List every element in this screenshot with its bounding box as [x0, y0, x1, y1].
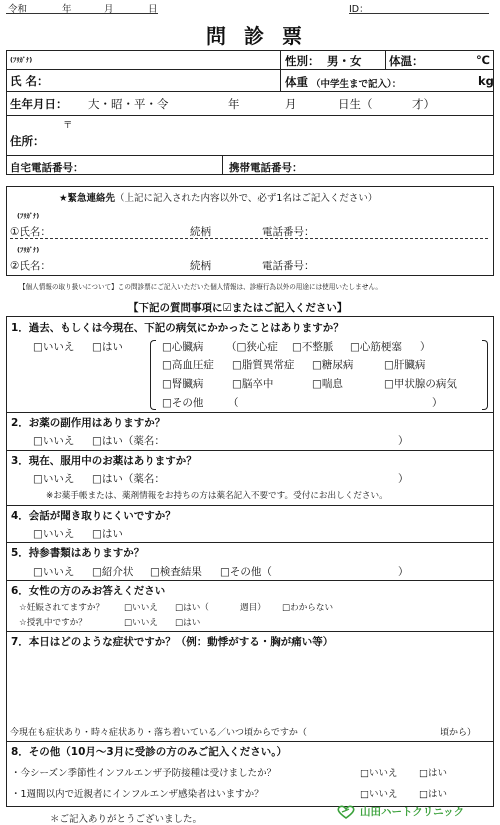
- weight-unit: kg: [478, 74, 494, 88]
- q8-line1-no[interactable]: □いいえ: [360, 768, 398, 779]
- q6-pregnant-label: ☆妊娠されてますか？: [19, 603, 105, 613]
- q5-title: 5．持参書類はありますか？: [11, 547, 145, 559]
- q3-note: ※お薬手帳または、薬剤情報をお持ちの方は薬名記入不要です。受付にお出しください。: [46, 491, 388, 501]
- q1-myocardial-infarction[interactable]: □心筋梗塞: [350, 341, 402, 353]
- q7-symptoms-textarea[interactable]: [10, 652, 490, 720]
- name-input[interactable]: [60, 71, 275, 89]
- weight-label: 体重: [285, 75, 308, 89]
- q6-nursing-no[interactable]: □いいえ: [124, 618, 158, 628]
- birth-day-label: 日生（: [338, 97, 373, 111]
- postal-mark: 〒: [63, 120, 73, 131]
- patient-furigana-label: (ﾌﾘｶﾞﾅ): [10, 56, 33, 64]
- q7-title: 7．本日はどのような症状ですか？（例：動悸がする・胸が痛い等）: [11, 636, 334, 648]
- q8-line1-yes[interactable]: □はい: [419, 768, 447, 779]
- emergency-furigana-1: (ﾌﾘｶﾞﾅ): [17, 212, 40, 220]
- q8-line2-no[interactable]: □いいえ: [360, 789, 398, 800]
- temperature-label: 体温：: [389, 54, 424, 68]
- q1-arrhythmia[interactable]: □不整脈: [292, 341, 334, 353]
- thanks-note: ＊ご記入ありがとうございました。: [50, 814, 203, 825]
- q6-unknown[interactable]: □わからない: [282, 603, 334, 613]
- heart-leaf-icon: [336, 805, 356, 819]
- q1-heart-disease[interactable]: □心臓病: [162, 341, 204, 353]
- q1-angina[interactable]: （□狭心症: [226, 341, 278, 353]
- sex-options[interactable]: 男・女: [327, 54, 362, 68]
- q3-yes-checkbox[interactable]: □はい（薬名：: [92, 473, 165, 485]
- q1-title: 1．過去、もしくは今現在、下記の病気にかかったことはありますか？: [11, 322, 344, 334]
- age-label: 才）: [412, 97, 435, 111]
- q4-no-checkbox[interactable]: □いいえ: [33, 528, 75, 540]
- q1-asthma[interactable]: □喘息: [312, 378, 343, 390]
- emergency-phone-2: 電話番号：: [262, 260, 315, 272]
- emergency-name-2: ②氏名：: [10, 260, 51, 272]
- q5-none-checkbox[interactable]: □いいえ: [33, 566, 75, 578]
- birth-month-label: 月: [285, 97, 297, 111]
- emergency-heading: ★緊急連絡先（上記に記入された内容以外で、必ず1名はご記入ください）: [59, 193, 378, 204]
- q5-test-results-checkbox[interactable]: □検査結果: [150, 566, 202, 578]
- q1-other-open: （: [228, 397, 239, 409]
- q6-title: 6．女性の方のみお答えください: [11, 585, 166, 597]
- weight-note: （中学生まで記入）：: [311, 79, 402, 90]
- emergency-relation-2: 続柄: [190, 260, 211, 272]
- home-phone-label: 自宅電話番号：: [10, 162, 84, 174]
- mobile-phone-label: 携帯電話番号：: [229, 162, 303, 174]
- q3-no-checkbox[interactable]: □いいえ: [33, 473, 75, 485]
- q2-close: ）: [398, 435, 409, 447]
- q3-close: ）: [398, 473, 409, 485]
- q7-footer-end: 頃から）: [440, 728, 477, 738]
- date-era: 令和: [8, 4, 28, 15]
- emergency-relation-1: 続柄: [190, 226, 211, 238]
- sex-label: 性別：: [285, 54, 320, 68]
- q3-title: 3．現在、服用中のお薬はありますか？: [11, 455, 197, 467]
- q4-yes-checkbox[interactable]: □はい: [92, 528, 123, 540]
- q6-weeks: 週目）: [240, 603, 266, 613]
- date-day: 日: [148, 4, 158, 15]
- patient-name-label: 氏 名：: [10, 74, 49, 88]
- q1-liver-disease[interactable]: □肝臓病: [384, 359, 426, 371]
- q1-yes-checkbox[interactable]: □はい: [92, 341, 123, 353]
- q1-other[interactable]: □その他: [162, 397, 204, 409]
- q1-no-checkbox[interactable]: □いいえ: [33, 341, 75, 353]
- date-month: 月: [104, 4, 114, 15]
- q1-diabetes[interactable]: □糖尿病: [312, 359, 354, 371]
- q7-footer: 今現在も症状あり・時々症状あり・落ち着いている／いつ頃からですか（: [10, 728, 307, 738]
- q6-nursing-label: ☆授乳中ですか？: [19, 618, 87, 628]
- q1-hypertension[interactable]: □高血圧症: [162, 359, 214, 371]
- birthdate-label: 生年月日：: [10, 97, 68, 111]
- q1-row1-close: ）: [420, 341, 431, 353]
- address-input[interactable]: [60, 118, 490, 153]
- q1-other-close: ）: [432, 397, 443, 409]
- clinic-logo: [336, 804, 464, 819]
- q5-close: ）: [398, 566, 409, 578]
- q6-pregnant-no[interactable]: □いいえ: [124, 603, 158, 613]
- privacy-note: 【個人情報の取り扱いについて】この問診票にご記入いただいた個人情報は、診療行為以外の用途には使用いたしません。: [19, 283, 382, 291]
- furigana-input[interactable]: [60, 52, 275, 67]
- emergency-furigana-2: (ﾌﾘｶﾞﾅ): [17, 246, 40, 254]
- date-underline: [6, 13, 158, 14]
- date-year: 年: [62, 4, 72, 15]
- address-label: 住所：: [10, 134, 45, 148]
- q5-referral-checkbox[interactable]: □紹介状: [92, 566, 134, 578]
- temperature-unit: ℃: [476, 53, 490, 67]
- q1-stroke[interactable]: □脳卒中: [232, 378, 274, 390]
- q1-right-bracket: [482, 340, 488, 410]
- q2-no-checkbox[interactable]: □いいえ: [33, 435, 75, 447]
- q8-title: 8．その他（10月～3月に受診の方のみご記入ください。）: [11, 746, 287, 758]
- q6-pregnant-yes[interactable]: □はい（: [175, 603, 209, 613]
- id-label: ID：: [349, 4, 369, 15]
- q8-line1: ・今シーズン季節性インフルエンザ予防接種は受けましたか？: [11, 768, 277, 779]
- form-title: 問診票: [206, 24, 320, 48]
- q6-nursing-yes[interactable]: □はい: [175, 618, 201, 628]
- q4-title: 4．会話が聞き取りにくいですか？: [11, 510, 176, 522]
- birth-era-options[interactable]: 大・昭・平・令: [88, 97, 169, 111]
- q2-title: 2．お薬の副作用はありますか？: [11, 417, 166, 429]
- q8-line2-yes[interactable]: □はい: [419, 789, 447, 800]
- emergency-name-1: ①氏名：: [10, 226, 51, 238]
- q8-line2: ・1週間以内で近親者にインフルエンザ感染者はいますか？: [11, 789, 264, 800]
- q2-yes-checkbox[interactable]: □はい（薬名：: [92, 435, 165, 447]
- q5-other-checkbox[interactable]: □その他（: [220, 566, 272, 578]
- q1-left-bracket: [150, 340, 156, 410]
- q1-dyslipidemia[interactable]: □脂質異常症: [232, 359, 295, 371]
- questions-heading: 【下記の質問事項に☑またはご記入ください】: [128, 302, 348, 314]
- id-field[interactable]: [349, 13, 489, 14]
- q1-kidney-disease[interactable]: □腎臓病: [162, 378, 204, 390]
- q1-thyroid-disease[interactable]: □甲状腺の病気: [384, 378, 457, 390]
- clinic-name: 山田ハートクリニック: [360, 806, 465, 818]
- birth-year-label: 年: [228, 97, 240, 111]
- emergency-phone-1: 電話番号：: [262, 226, 315, 238]
